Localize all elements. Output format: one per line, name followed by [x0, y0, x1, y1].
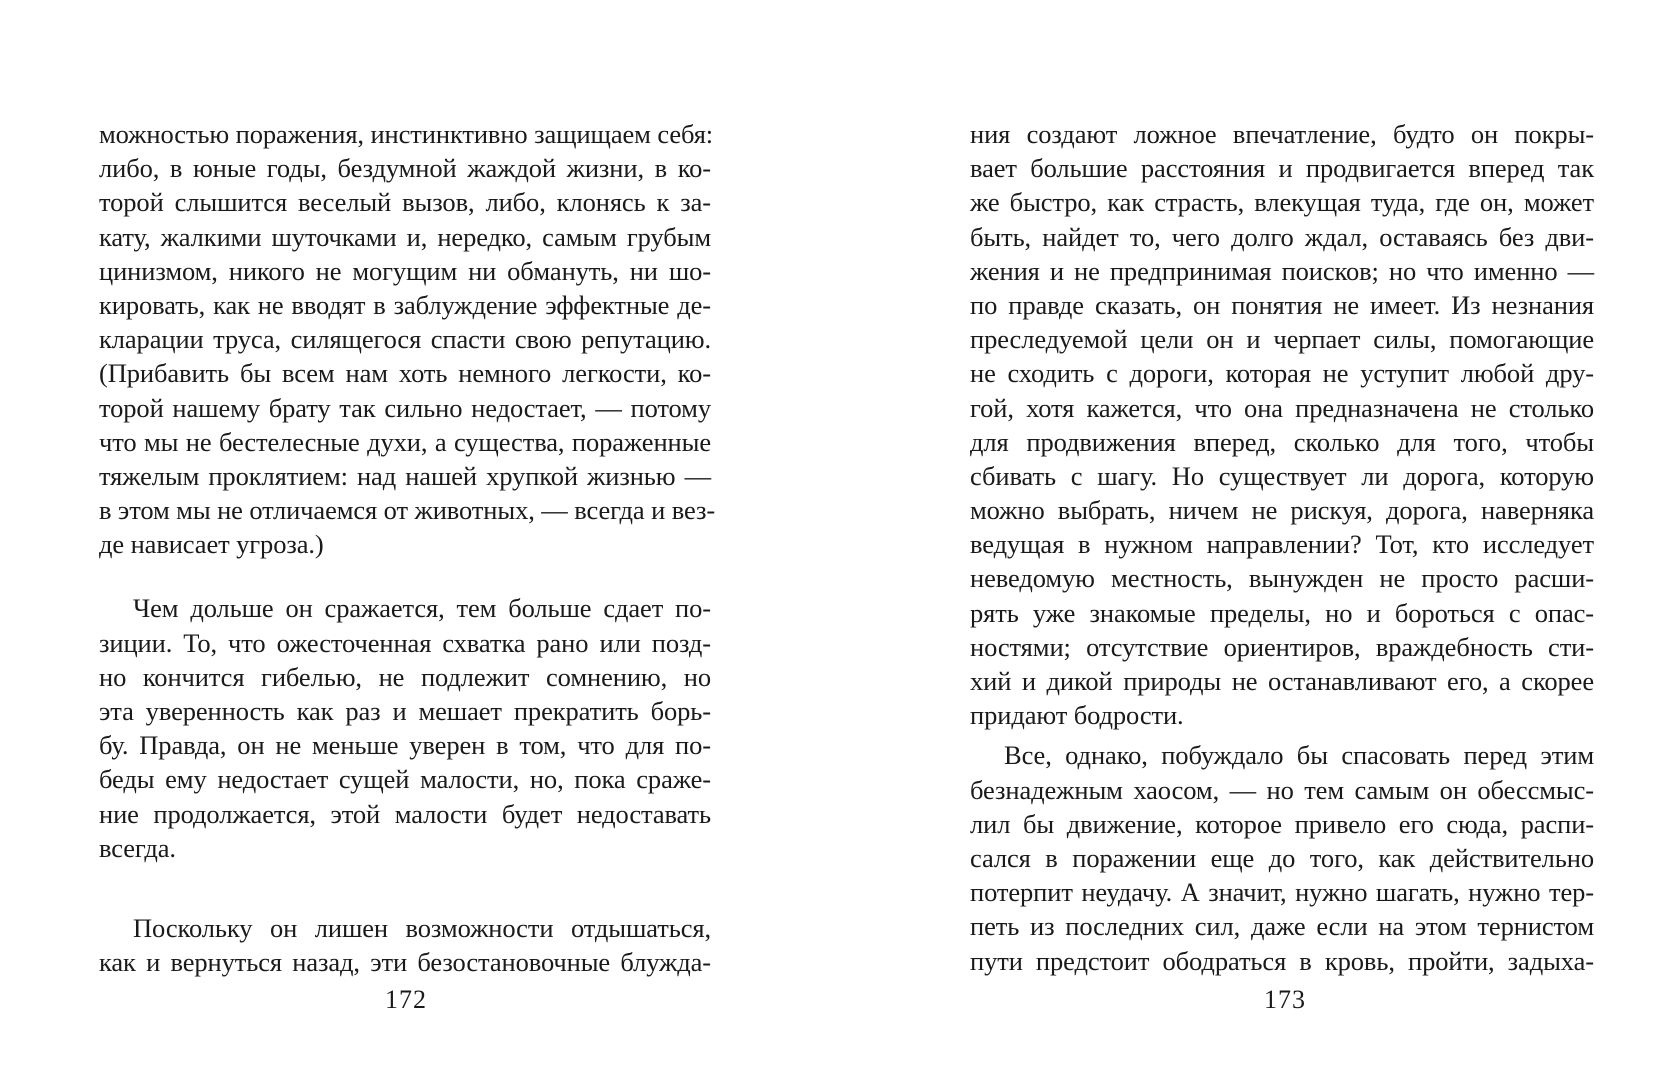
text-line: цинизмом, никого не могущим ни обмануть, ни шо- [99, 255, 711, 286]
text-line: для продвижения вперед, сколько для того, чтобы [970, 426, 1594, 457]
text-line: Все, однако, побуждало бы спасовать перед этим [1004, 740, 1594, 771]
text-line: неведомую местность, вынужден не просто расши- [970, 563, 1594, 594]
text-line: безнадежным хаосом, — но тем самым он обессмыс- [970, 774, 1594, 805]
page-number: 172 [385, 985, 427, 1014]
text-line: жения и не предпринимая поисков; но что именно — [970, 255, 1594, 286]
text-line: кировать, как не вводят в заблуждение эффектные де- [99, 289, 711, 320]
text-line: Чем дольше он сражается, тем больше сдает по- [133, 593, 711, 624]
text-line: хий и дикой природы не останавливают его, а скорее [970, 666, 1594, 696]
text-line: либо, в юные годы, бездумной жаждой жизни, в ко- [99, 153, 711, 184]
text-line: можностью поражения, инстинктивно защищаем себя: [99, 119, 714, 149]
text-line: ния создают ложное впечатление, будто он покры- [970, 119, 1594, 149]
text-line: кату, жалкими шуточками и, нередко, самым грубым [99, 221, 711, 252]
text-line: гой, хотя кажется, что она предназначена не столько [970, 392, 1594, 423]
text-line: по правде сказать, он понятия не имеет. Из незнания [970, 289, 1594, 320]
text-line: (Прибавить бы всем нам хоть немного легкости, ко- [99, 358, 711, 389]
text-line: рять уже знакомые пределы, но и бороться с опас- [970, 597, 1594, 628]
text-line: беды ему недостает сущей малости, но, пока сраже- [99, 764, 711, 795]
text-line: придают бодрости. [970, 700, 1184, 731]
text-line: как и вернуться назад, эти безостановочные блужда- [99, 947, 711, 978]
text-line: ние продолжается, этой малости будет недоставать [99, 798, 711, 829]
text-line: эта уверенность как раз и мешает прекратить борь- [99, 696, 711, 726]
text-line: но кончится гибелью, не подлежит сомнению, но [99, 661, 711, 692]
text-line: ведущая в нужном направлении? Тот, кто исследует [970, 529, 1594, 560]
right-page [840, 0, 1680, 1080]
text-line: торой слышится веселый вызов, либо, клонясь к за- [99, 187, 711, 218]
text-line: тяжелым проклятием: над нашей хрупкой жизнью — [99, 460, 711, 491]
text-line: сался в поражении еще до того, как действительно [970, 842, 1594, 873]
left-page-text [99, 117, 716, 979]
text-line: торой нашему брату так сильно недостает, — потому [99, 392, 711, 423]
text-line: сбивать с шагу. Но существует ли дорога, которую [970, 460, 1594, 491]
text-line: что мы не бестелесные духи, а существа, пораженные [99, 426, 711, 457]
text-line: зиции. То, что ожесточенная схватка рано или позд- [99, 627, 711, 658]
text-line: преследуемой цели он и черпает силы, помогающие [970, 324, 1594, 355]
text-line: в этом мы не отличаемся от животных, — всегда и вез- [99, 495, 716, 526]
text-line: пути предстоит ободраться в кровь, пройти, задыха- [970, 945, 1594, 976]
text-line: бу. Правда, он не меньше уверен в том, что для по- [99, 730, 711, 761]
text-line: потерпит неудачу. А значит, нужно шагать, нужно тер- [970, 877, 1594, 908]
text-line: лил бы движение, которое привело его сюда, распи- [970, 808, 1594, 839]
text-line: можно выбрать, ничем не рискуя, дорога, наверняка [970, 495, 1594, 526]
page-number: 173 [1264, 985, 1306, 1014]
text-line: Поскольку он лишен возможности отдышаться, [133, 912, 711, 943]
text-line: ностями; отсутствие ориентиров, враждебность сти- [970, 631, 1594, 662]
right-page-text [970, 117, 1594, 978]
text-line: петь из последних сил, даже если на этом тернистом [970, 911, 1594, 942]
text-line: не сходить с дороги, которая не уступит любой дру- [970, 358, 1594, 389]
text-line: де нависает угроза.) [99, 529, 324, 560]
text-line: же быстро, как страсть, влекущая туда, где он, может [970, 187, 1594, 218]
text-line: быть, найдет то, чего долго ждал, оставаясь без дви- [970, 221, 1594, 252]
text-line: кларации труса, силящегося спасти свою репутацию. [99, 324, 711, 355]
text-line: всегда. [99, 832, 176, 863]
text-line: вает большие расстояния и продвигается вперед так [970, 153, 1594, 184]
